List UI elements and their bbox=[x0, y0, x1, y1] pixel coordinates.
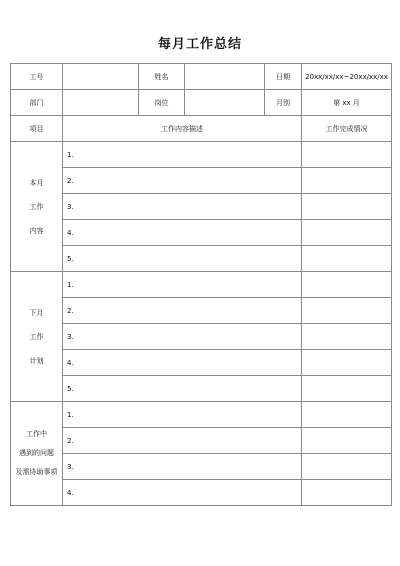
description-cell[interactable]: 5. bbox=[63, 246, 302, 272]
status-cell[interactable] bbox=[302, 454, 392, 480]
label-month: 月别 bbox=[265, 90, 302, 116]
column-item: 项目 bbox=[11, 116, 63, 142]
section-label-line: 工作中 bbox=[26, 430, 47, 438]
status-cell[interactable] bbox=[302, 168, 392, 194]
header-row-1 bbox=[11, 64, 392, 90]
table-row bbox=[11, 168, 392, 194]
section-label-line: 工作 bbox=[29, 202, 44, 211]
table-row bbox=[11, 428, 392, 454]
table-row bbox=[11, 194, 392, 220]
column-header-row bbox=[11, 116, 392, 142]
table-row bbox=[11, 220, 392, 246]
table-row bbox=[11, 298, 392, 324]
description-cell[interactable]: 3. bbox=[63, 194, 302, 220]
section-label-line: 及需协助事项 bbox=[15, 468, 58, 476]
section-label-line: 工作 bbox=[29, 332, 44, 341]
section-label-line: 内容 bbox=[29, 226, 44, 235]
table-row bbox=[11, 480, 392, 506]
label-employee-id: 工号 bbox=[11, 64, 63, 90]
status-cell[interactable] bbox=[302, 272, 392, 298]
description-cell[interactable]: 4. bbox=[63, 220, 302, 246]
description-cell[interactable]: 1. bbox=[63, 272, 302, 298]
status-cell[interactable] bbox=[302, 324, 392, 350]
status-cell[interactable] bbox=[302, 194, 392, 220]
status-cell[interactable] bbox=[302, 376, 392, 402]
description-cell[interactable]: 3. bbox=[63, 454, 302, 480]
status-cell[interactable] bbox=[302, 142, 392, 168]
page-title: 每月工作总结 bbox=[157, 37, 242, 52]
field-date[interactable]: 20xx/xx/xx~20xx/xx/xx bbox=[302, 64, 392, 90]
table-row bbox=[11, 376, 392, 402]
status-cell[interactable] bbox=[302, 480, 392, 506]
table-row bbox=[11, 142, 392, 168]
section-label-line: 下月 bbox=[29, 308, 44, 317]
label-position: 岗位 bbox=[139, 90, 185, 116]
status-cell[interactable] bbox=[302, 350, 392, 376]
table-row bbox=[11, 324, 392, 350]
table-row bbox=[11, 454, 392, 480]
section-label-line: 计划 bbox=[29, 356, 44, 365]
header-row-2 bbox=[11, 90, 392, 116]
table-row bbox=[11, 402, 392, 428]
table-row bbox=[11, 246, 392, 272]
label-department: 部门 bbox=[11, 90, 63, 116]
description-cell[interactable]: 2. bbox=[63, 428, 302, 454]
status-cell[interactable] bbox=[302, 246, 392, 272]
field-position[interactable] bbox=[185, 90, 265, 116]
column-status: 工作完成情况 bbox=[302, 116, 392, 142]
column-description: 工作内容描述 bbox=[63, 116, 302, 142]
description-cell[interactable]: 2. bbox=[63, 298, 302, 324]
table-row bbox=[11, 272, 392, 298]
summary-table bbox=[10, 63, 392, 506]
status-cell[interactable] bbox=[302, 220, 392, 246]
description-cell[interactable]: 3. bbox=[63, 324, 302, 350]
section-label-issues bbox=[11, 402, 63, 506]
description-cell[interactable]: 2. bbox=[63, 168, 302, 194]
section-label-this-month bbox=[11, 142, 63, 272]
field-month[interactable]: 第 xx 月 bbox=[302, 90, 392, 116]
description-cell[interactable]: 1. bbox=[63, 402, 302, 428]
description-cell[interactable]: 4. bbox=[63, 350, 302, 376]
section-label-line: 本月 bbox=[29, 178, 44, 187]
field-department[interactable] bbox=[63, 90, 139, 116]
label-date: 日期 bbox=[265, 64, 302, 90]
description-cell[interactable]: 4. bbox=[63, 480, 302, 506]
field-employee-id[interactable] bbox=[63, 64, 139, 90]
table-row bbox=[11, 350, 392, 376]
field-name[interactable] bbox=[185, 64, 265, 90]
section-label-next-month bbox=[11, 272, 63, 402]
description-cell[interactable]: 5. bbox=[63, 376, 302, 402]
status-cell[interactable] bbox=[302, 402, 392, 428]
status-cell[interactable] bbox=[302, 428, 392, 454]
label-name: 姓名 bbox=[139, 64, 185, 90]
section-label-line: 遇到的问题 bbox=[19, 449, 54, 457]
description-cell[interactable]: 1. bbox=[63, 142, 302, 168]
status-cell[interactable] bbox=[302, 298, 392, 324]
